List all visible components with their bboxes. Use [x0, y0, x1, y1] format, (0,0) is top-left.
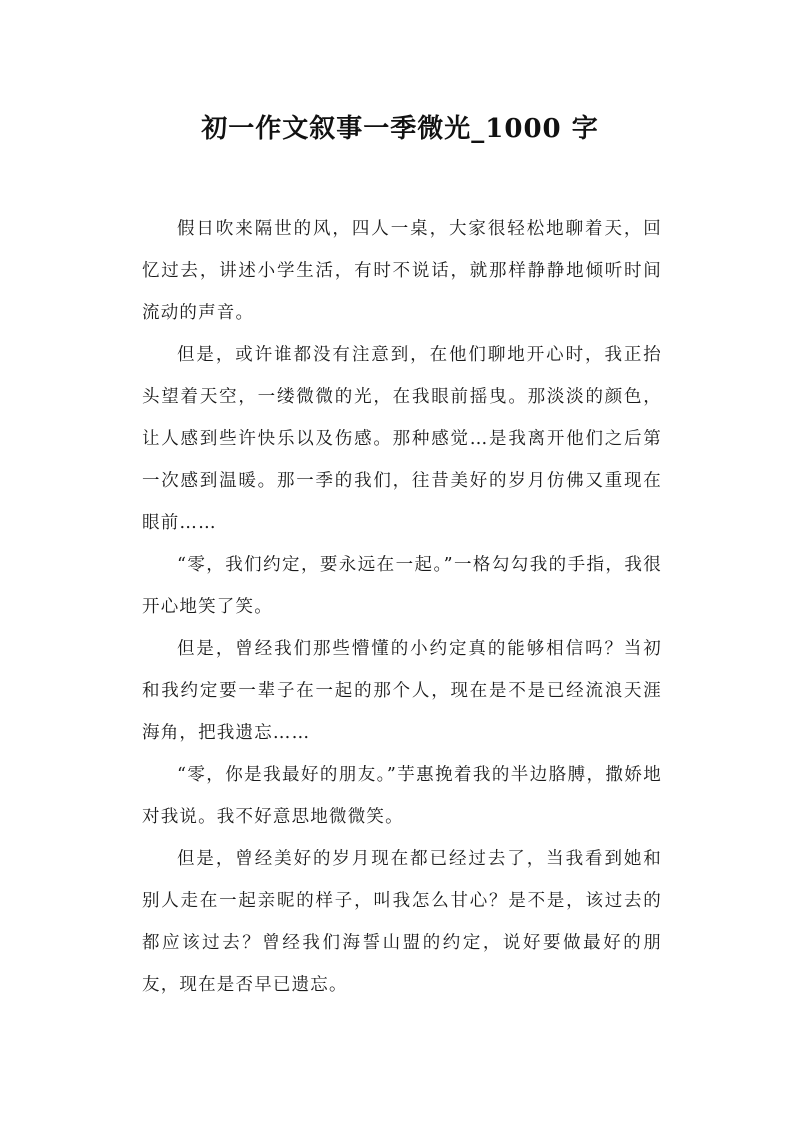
document-body — [142, 208, 662, 1006]
paragraph: 但是，或许谁都没有注意到，在他们聊地开心时，我正抬头望着天空，一缕微微的光，在我眼前摇曳。那淡淡的颜色，让人感到些许快乐以及伤感。那种感觉…是我离开他们之后第一次感到温暖。那一季的我们，往昔美好的岁月仿佛又重现在眼前…… — [142, 345, 662, 533]
paragraph: “零，我们约定，要永远在一起。”一格勾勾我的手指，我很开心地笑了笑。 — [142, 555, 662, 617]
paragraph: 但是，曾经我们那些懵懂的小约定真的能够相信吗？当初和我约定要一辈子在一起的那个人，现在是不是已经流浪天涯海角，把我遗忘…… — [142, 639, 662, 743]
document-title: 初一作文叙事一季微光_1000 字 — [201, 114, 599, 144]
paragraph: “零，你是我最好的朋友。”芋惠挽着我的半边胳膊，撒娇地对我说。我不好意思地微微笑。 — [142, 765, 662, 827]
paragraph: 但是，曾经美好的岁月现在都已经过去了，当我看到她和别人走在一起亲昵的样子，叫我怎么甘心？是不是，该过去的都应该过去？曾经我们海誓山盟的约定，说好要做最好的朋友，现在是否早已遗忘。 — [142, 849, 662, 995]
paragraph: 假日吹来隔世的风，四人一桌，大家很轻松地聊着天，回忆过去，讲述小学生活，有时不说话，就那样静静地倾听时间流动的声音。 — [142, 219, 662, 323]
